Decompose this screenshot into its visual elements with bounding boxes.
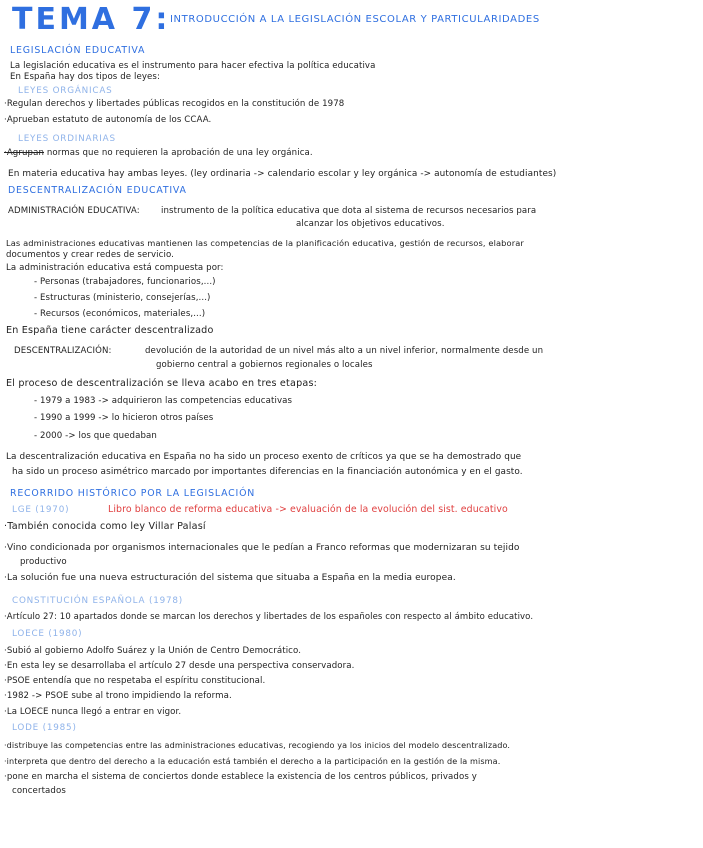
legislacion-types-intro: En España hay dos tipos de leyes: xyxy=(10,72,161,82)
list-item xyxy=(4,148,313,158)
ordinarias-prefix: ·Agrupan xyxy=(4,148,45,158)
list-item: ·La solución fue una nueva estructuración del sistema que situaba a España en la media europea. xyxy=(4,573,456,583)
paragraph: La descentralización educativa en España no ha sido un proceso exento de críticos ya que se ha demostrado que xyxy=(6,452,522,462)
list-item: ·PSOE entendía que no respetaba el espíritu constitucional. xyxy=(4,676,266,686)
list-item-cont: productivo xyxy=(20,557,67,567)
list-item: ·La LOECE nunca llegó a entrar en vigor. xyxy=(4,707,182,717)
list-item: ·Artículo 27: 10 apartados donde se marcan los derechos y libertades de los españoles con respecto al ámbito educativo. xyxy=(4,612,534,622)
list-item: - 2000 -> los que quedaban xyxy=(34,431,157,441)
ordinarias-text: normas que no requieren la aprobación de una ley orgánica. xyxy=(46,148,313,158)
list-item: - 1979 a 1983 -> adquirieron las competencias educativas xyxy=(34,396,293,406)
section-heading-recorrido: RECORRIDO HISTÓRICO POR LA LEGISLACIÓN xyxy=(10,488,256,499)
list-item: ·Subió al gobierno Adolfo Suárez y la Unión de Centro Democrático. xyxy=(4,646,302,656)
law-label-loece: LOECE (1980) xyxy=(12,629,83,639)
list-item: ·Aprueban estatuto de autonomía de los CCAA. xyxy=(4,115,212,125)
paragraph: ha sido un proceso asimétrico marcado por importantes diferencias en la financiación autonómica y en el gasto. xyxy=(12,467,523,477)
descentralizacion-definition: devolución de la autoridad de un nivel más alto a un nivel inferior, normalmente desde un xyxy=(145,346,544,356)
law-label-lode: LODE (1985) xyxy=(12,723,77,733)
list-item: - Recursos (económicos, materiales,...) xyxy=(34,309,206,319)
paragraph: Las administraciones educativas mantienen las competencias de la planificación educativa, gestión de recursos, elaborar xyxy=(6,238,524,248)
admin-definition-cont: alcanzar los objetivos educativos. xyxy=(296,219,445,229)
subheading-leyes-ordinarias: LEYES ORDINARIAS xyxy=(18,134,116,144)
list-item: ·En esta ley se desarrollaba el artículo 27 desde una perspectiva conservadora. xyxy=(4,661,355,671)
descentralizacion-label: DESCENTRALIZACIÓN: xyxy=(14,346,112,356)
descentralizacion-definition-cont: gobierno central a gobiernos regionales o locales xyxy=(156,360,373,370)
paragraph: documentos y crear redes de servicio. xyxy=(6,250,175,260)
list-item: - Estructuras (ministerio, consejerías,...) xyxy=(34,293,211,303)
list-item-cont: concertados xyxy=(12,786,66,796)
paragraph: En España tiene carácter descentralizado xyxy=(6,325,214,336)
paragraph: La administración educativa está compuesta por: xyxy=(6,263,224,273)
section-heading-legislacion: LEGISLACIÓN EDUCATIVA xyxy=(10,45,146,56)
list-item: ·1982 -> PSOE sube al trono impidiendo la reforma. xyxy=(4,691,232,701)
admin-label: ADMINISTRACIÓN EDUCATIVA: xyxy=(8,206,140,216)
subheading-leyes-organicas: LEYES ORGÁNICAS xyxy=(18,86,113,96)
list-item: ·pone en marcha el sistema de conciertos donde establece la existencia de los centros públicos, privados y xyxy=(4,772,477,782)
list-item: ·También conocida como ley Villar Palasí xyxy=(4,521,206,532)
list-item: ·Vino condicionada por organismos internacionales que le pedían a Franco reformas que modernizaran su tejido xyxy=(4,543,520,553)
legislacion-definition: La legislación educativa es el instrumento para hacer efectiva la política educativa xyxy=(10,61,376,71)
list-item: - Personas (trabajadores, funcionarios,...) xyxy=(34,277,216,287)
page-subtitle: INTRODUCCIÓN A LA LEGISLACIÓN ESCOLAR Y PARTICULARIDADES xyxy=(170,14,540,25)
law-label-constitucion: CONSTITUCIÓN ESPAÑOLA (1978) xyxy=(12,596,184,606)
list-item: - 1990 a 1999 -> lo hicieron otros países xyxy=(34,413,214,423)
list-item: ·interpreta que dentro del derecho a la educación está también el derecho a la participación en la gestión de la misma. xyxy=(4,756,501,766)
section-heading-descentralizacion: DESCENTRALIZACIÓN EDUCATIVA xyxy=(8,185,187,196)
ambas-leyes-note: En materia educativa hay ambas leyes. (ley ordinaria -> calendario escolar y ley orgánica -> autonomía de estudiantes) xyxy=(8,169,557,179)
list-item: ·distribuye las competencias entre las administraciones educativas, recogiendo ya los inicios del modelo descentralizado. xyxy=(4,740,511,750)
law-label-lge: LGE (1970) xyxy=(12,505,70,515)
page-title: TEMA 7: xyxy=(12,2,171,37)
paragraph: El proceso de descentralización se lleva acabo en tres etapas: xyxy=(6,378,318,389)
list-item: ·Regulan derechos y libertades públicas recogidos en la constitución de 1978 xyxy=(4,99,345,109)
lge-note: Libro blanco de reforma educativa -> evaluación de la evolución del sist. educativo xyxy=(108,504,508,515)
admin-definition: instrumento de la política educativa que dota al sistema de recursos necesarios para xyxy=(161,206,537,216)
